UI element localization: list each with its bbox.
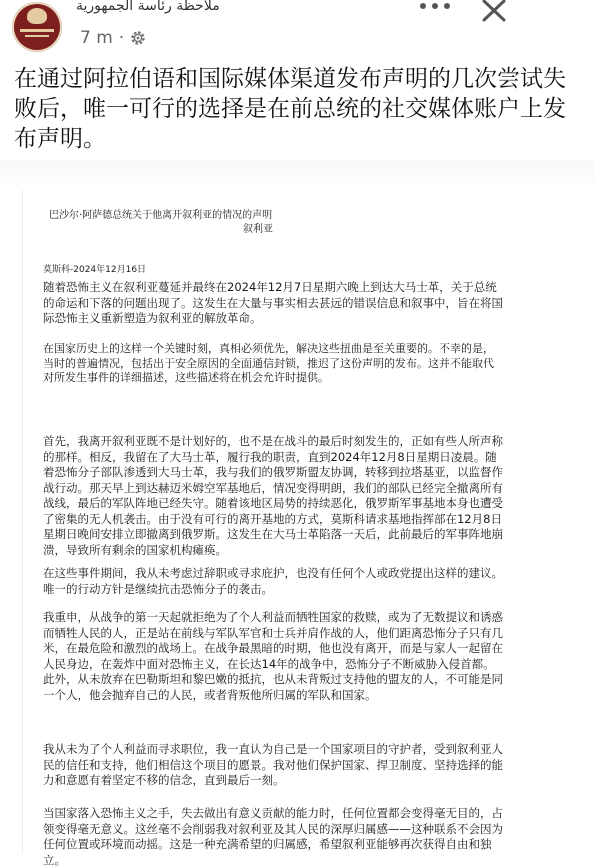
post-meta (80, 28, 146, 48)
seal-text-line (20, 29, 54, 32)
seal-text-line (25, 35, 49, 37)
document-paragraph: 我从未为了个人利益而寻求职位，我一直认为自己是一个国家项目的守护者，受到叙利亚人民的信任和支持，他们相信这个项目的愿景。我对他们保护国家、捍卫制度、坚持选择的能力和意愿有着坚定不移的信念，直到最后一刻。 (43, 742, 503, 787)
document-paragraph: 首先，我离开叙利亚既不是计划好的，也不是在战斗的最后时刻发生的，正如有些人所声称的那样。相反，我留在了大马士革，履行我的职责，直到2024年12月8日星期日凌晨。随着恐怖分子部队渗透到大马士革，我与我们的俄罗斯盟友协调，转移到拉塔基亚，以监督作战行动。那天早上到达赫迈米姆空军基地后，情况变得明朗，我们的部队已经完全撤离所有战线，最后的军队阵地已经失守。随着该地区局势的持续恶化，俄罗斯军事基地本身也遭受了密集的无人机袭击。由于没有可行的离开基地的方式，莫斯科请求基地指挥部在12月8日星期日晚间安排立即撤离到俄罗斯。这发生在大马士革陷落一天后，此前最后的军事阵地崩溃，导致所有剩余的国家机构瘫痪。 (43, 434, 503, 557)
account-avatar[interactable] (12, 2, 62, 52)
document-title: 巴沙尔·阿萨德总统关于他离开叙利亚的情况的声明 (49, 210, 273, 221)
document-paragraph: 在这些事件期间，我从未考虑过辞职或寻求庇护，也没有任何个人或政党提出这样的建议。唯一的行动方针是继续抗击恐怖分子的袭击。 (43, 566, 503, 596)
close-icon[interactable] (479, 0, 509, 22)
post-header (0, 0, 594, 60)
image-top-shade (0, 160, 594, 190)
document-paragraph: 随着恐怖主义在叙利亚蔓延并最终在2024年12月7日星期六晚上到达大马士革，关于总统的命运和下落的问题出现了。这发生在大量与事实相去甚远的错误信息和叙事中，旨在将国际恐怖主义重新塑造为叙利亚的解放革命。 (43, 280, 503, 325)
document-byline: 莫斯科-2024年12月16日 (43, 265, 147, 275)
document-paragraph: 当国家落入恐怖主义之手，失去做出有意义贡献的能力时，任何位置都会变得毫无目的，占领变得毫无意义。这丝毫不会削弱我对叙利亚及其人民的深厚归属感——这种联系不会因为任何位置或环境而动摇。这是一种充满希望的归属感，希望叙利亚能够再次获得自由和独立。 (43, 806, 503, 867)
document-paragraph: 我重申，从战争的第一天起就拒绝为了个人利益而牺牲国家的救赎，或为了无数提议和诱惑而牺牲人民的人，正是站在前线与军队军官和士兵并肩作战的人，他们距离恐怖分子只有几米，在最危险和激烈的战场上。在战争最黑暗的时期，他也没有离开，而是与家人一起留在人民身边，在轰炸中面对恐怖主义，在长达14年的战争中，恐怖分子不断威胁入侵首都。 此外，从未放弃在巴勒斯坦和黎巴嫩的抵抗，也从未背叛过支持他的盟友的人，不可能是同一个人，他会抛弃自己的人民，或者背叛他所归属的军队和国家。 (43, 610, 503, 702)
post-time: 7 m (80, 28, 113, 48)
post-headline: 在通过阿拉伯语和国际媒体渠道发布声明的几次尝试失败后，唯一可行的选择是在前总统的社交媒体账户上发布声明。 (14, 66, 566, 152)
document-paragraph: 在国家历史上的这样一个关键时刻，真相必须优先，解决这些扭曲是至关重要的。不幸的是，当时的普遍情况，包括出于安全原因的全面通信封锁，推迟了这份声明的发布。这并不能取代对所发生事件的详细描述，这些描述将在机会允许时提供。 (43, 342, 494, 384)
document-subtitle: 叙利亚 (243, 224, 273, 235)
statement-document-image[interactable] (22, 190, 589, 867)
meta-separator: · (118, 28, 125, 48)
account-name[interactable]: ملاحظة رئاسة الجمهورية (76, 0, 220, 14)
eagle-seal-icon (27, 8, 47, 24)
more-dots-icon[interactable] (418, 0, 452, 16)
gear-icon[interactable] (130, 30, 146, 46)
